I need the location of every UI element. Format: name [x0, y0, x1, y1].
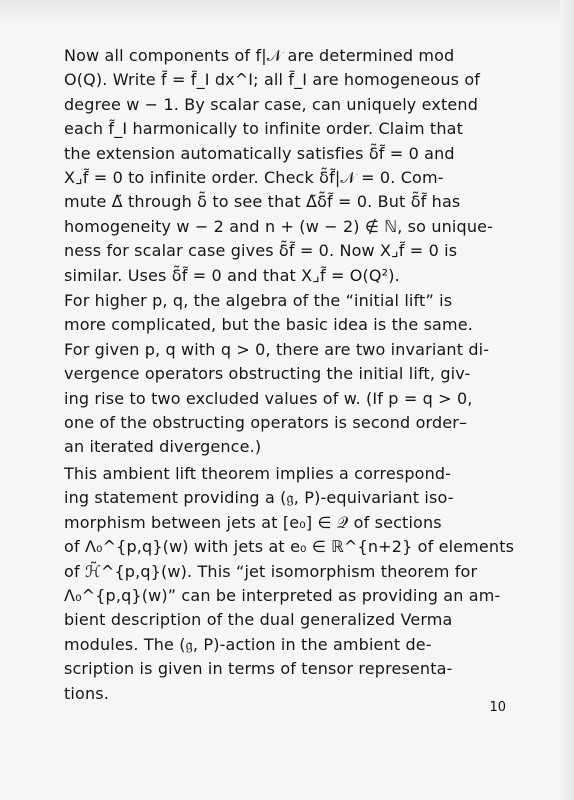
text-line: ing statement providing a (𝔤, P)-equivariant iso- [64, 488, 454, 508]
text-line: O(Q). Write f̃ = f̃_I dx^I; all f̃_I are homogeneous of [64, 70, 481, 90]
text-line: degree w − 1. By scalar case, can uniquely extend [64, 94, 478, 114]
text-line: of Λ₀^{p,q}(w) with jets at e₀ ∈ ℝ^{n+2} of elements [64, 537, 515, 557]
text-line: each f̃_I harmonically to infinite order. Claim that [64, 119, 464, 139]
paragraph-ambient-extension [64, 44, 526, 288]
text-line: Now all components of f|𝒩 are determined mod [64, 46, 455, 65]
text-line: X⌟f̃ = 0 to infinite order. Check δ̃f̃|𝒩 = 0. Com- [64, 168, 444, 188]
text-line: ness for scalar case gives δ̃f̃ = 0. Now X⌟f̃ = 0 is [64, 241, 458, 261]
text-line: mute Δ̃ through δ̃ to see that Δ̃δ̃f̃ = 0. But δ̃f̃ has [64, 192, 461, 212]
text-line: This ambient lift theorem implies a correspond- [64, 464, 452, 483]
page-number: 10 [489, 700, 506, 715]
text-line: For given p, q with q > 0, there are two invariant di- [64, 339, 490, 359]
text-line: morphism between jets at [e₀] ∈ 𝒬 of sections [64, 512, 442, 532]
paragraph-jet-isomorphism [64, 462, 526, 706]
text-line: scription is given in terms of tensor representa- [64, 659, 453, 679]
text-line: vergence operators obstructing the initial lift, giv- [64, 364, 471, 384]
text-line: Λ₀^{p,q}(w)” can be interpreted as providing an am- [64, 586, 501, 606]
text-line: bient description of the dual generalized Verma [64, 610, 453, 630]
text-line: For higher p, q, the algebra of the “initial lift” is [64, 291, 453, 310]
text-line: tions. [64, 683, 109, 703]
text-line: one of the obstructing operators is second order– [64, 413, 468, 433]
scan-shadow-top [0, 0, 574, 22]
scan-shadow-right [560, 0, 574, 800]
text-line: modules. The (𝔤, P)-action in the ambient de- [64, 634, 432, 654]
text-line: ing rise to two excluded values of w. (If p = q > 0, [64, 388, 473, 408]
text-line: of ℋ̃^{p,q}(w). This “jet isomorphism theorem for [64, 561, 478, 581]
text-line: an iterated divergence.) [64, 437, 262, 457]
paragraph-higher-pq [64, 289, 526, 460]
text-line: similar. Uses δ̃f̃ = 0 and that X⌟f̃ = O(Q²). [64, 265, 400, 285]
text-line: the extension automatically satisfies δ̃f̃ = 0 and [64, 143, 455, 163]
text-line: more complicated, but the basic idea is the same. [64, 315, 473, 335]
text-line: homogeneity w − 2 and n + (w − 2) ∉ ℕ, so unique- [64, 216, 494, 236]
